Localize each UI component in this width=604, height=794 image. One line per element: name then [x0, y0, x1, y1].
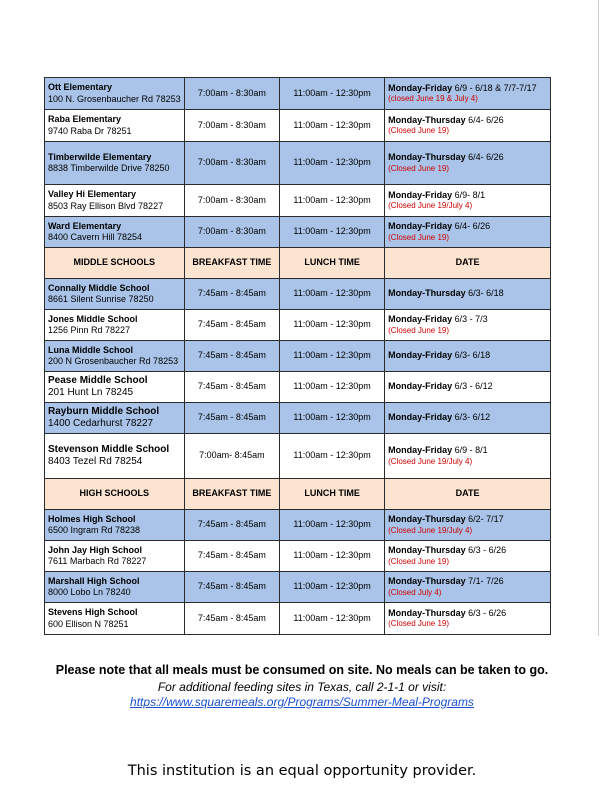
- school-cell: [45, 434, 185, 479]
- school-address: 600 Ellison N 78251: [48, 618, 129, 629]
- lunch-time-cell: 11:00am - 12:30pm: [280, 110, 385, 142]
- square-meals-link[interactable]: https://www.squaremeals.org/Programs/Summer-Meal-Programs: [130, 695, 474, 709]
- closed-dates: (Closed June 19): [388, 163, 450, 173]
- table-row: [45, 572, 551, 603]
- school-address: 8403 Tezel Rd 78254: [48, 456, 143, 467]
- lunch-time-cell: 11:00am - 12:30pm: [280, 603, 385, 635]
- high-section: [45, 510, 551, 635]
- table-row: [45, 78, 551, 110]
- breakfast-time-cell: 7:00am - 8:30am: [184, 110, 280, 142]
- breakfast-time-cell: 7:00am - 8:30am: [184, 78, 280, 110]
- equal-opportunity-statement: This institution is an equal opportunity provider.: [127, 763, 477, 779]
- table-row: [45, 217, 551, 248]
- service-days: Monday-Thursday: [388, 576, 466, 587]
- service-dates: 6/3- 6/18: [454, 350, 491, 361]
- service-dates: 6/4- 6/26: [468, 152, 504, 163]
- service-days: Monday-Friday: [388, 350, 453, 361]
- school-cell: [45, 541, 185, 572]
- lunch-time-cell: 11:00am - 12:30pm: [280, 142, 385, 185]
- date-cell: [385, 279, 551, 310]
- lunch-time-cell: 11:00am - 12:30pm: [280, 541, 385, 572]
- high-schools-header-row: [45, 479, 551, 510]
- date-cell: [385, 372, 551, 403]
- service-dates: 6/3- 6/12: [454, 412, 491, 423]
- table-row: [45, 603, 551, 635]
- school-name: Pease Middle School: [48, 374, 148, 386]
- lunch-time-cell: 11:00am - 12:30pm: [280, 510, 385, 541]
- school-name: Luna Middle School: [48, 344, 133, 355]
- service-dates: 6/3- 6/18: [468, 288, 504, 299]
- school-address: 7611 Marbach Rd 78227: [48, 556, 147, 566]
- table-row: [45, 541, 551, 572]
- breakfast-time-cell: 7:45am - 8:45am: [184, 603, 280, 635]
- date-cell: [385, 434, 551, 479]
- table-row: [45, 142, 551, 185]
- service-dates: 6/4- 6/26: [454, 221, 491, 232]
- breakfast-time-cell: 7:45am - 8:45am: [184, 341, 280, 372]
- lunch-time-cell: 11:00am - 12:30pm: [280, 434, 385, 479]
- service-days: Monday-Thursday: [388, 288, 466, 299]
- date-heading: DATE: [385, 479, 551, 510]
- school-name: Stevens High School: [48, 607, 138, 618]
- service-dates: 6/9 - 8/1: [454, 445, 488, 456]
- table-row: [45, 403, 551, 434]
- lunch-time-cell: 11:00am - 12:30pm: [280, 310, 385, 341]
- school-name: Ott Elementary: [48, 82, 113, 93]
- date-cell: [385, 185, 551, 217]
- lunch-time-cell: 11:00am - 12:30pm: [280, 403, 385, 434]
- school-cell: [45, 217, 185, 248]
- school-name: Rayburn Middle School: [48, 405, 160, 417]
- date-cell: [385, 403, 551, 434]
- date-cell: [385, 510, 551, 541]
- service-days: Monday-Friday: [388, 221, 453, 232]
- service-dates: 6/4- 6/26: [468, 114, 504, 125]
- lunch-time-cell: 11:00am - 12:30pm: [280, 279, 385, 310]
- service-days: Monday-Thursday: [388, 545, 466, 556]
- school-address: 6500 Ingram Rd 78238: [48, 525, 141, 535]
- breakfast-time-cell: 7:00am - 8:30am: [184, 142, 280, 185]
- school-address: 8838 Timberwilde Drive 78250: [48, 163, 170, 173]
- service-days: Monday-Thursday: [388, 114, 466, 125]
- service-dates: 6/3 - 6/26: [468, 607, 507, 618]
- service-days: Monday-Friday: [388, 314, 453, 325]
- school-cell: [45, 110, 185, 142]
- service-days: Monday-Friday: [388, 189, 453, 200]
- school-cell: [45, 310, 185, 341]
- school-address: 8503 Ray Ellison Blvd 78227: [48, 200, 164, 211]
- service-dates: 7/1- 7/26: [468, 576, 504, 587]
- date-cell: [385, 310, 551, 341]
- date-cell: [385, 603, 551, 635]
- school-cell: [45, 341, 185, 372]
- closed-dates: (closed June 19 & July 4): [388, 94, 478, 104]
- breakfast-time-cell: 7:45am - 8:45am: [184, 403, 280, 434]
- date-cell: [385, 341, 551, 372]
- middle-schools-header-row: [45, 248, 551, 279]
- school-cell: [45, 185, 185, 217]
- school-address: 1256 Pinn Rd 78227: [48, 325, 131, 335]
- lunch-heading-text: LUNCH TIME: [304, 257, 360, 268]
- school-address: 8661 Silent Sunrise 78250: [48, 294, 154, 304]
- table-row: [45, 372, 551, 403]
- date-cell: [385, 142, 551, 185]
- breakfast-time-cell: 7:45am - 8:45am: [184, 279, 280, 310]
- service-days: Monday-Thursday: [388, 607, 466, 618]
- school-address: 100 N. Grosenbaucher Rd 78253: [48, 93, 181, 104]
- lunch-time-heading: [280, 479, 385, 510]
- date-cell: [385, 78, 551, 110]
- service-dates: 6/3 - 6/26: [468, 545, 507, 556]
- service-dates: 6/3 - 6/12: [454, 381, 493, 392]
- consume-on-site-note: Please note that all meals must be consumed on site. No meals can be taken to go.: [55, 663, 549, 677]
- service-dates: 6/9 - 6/18 & 7/7-7/17: [454, 82, 537, 93]
- breakfast-time-cell: 7:45am - 8:45am: [184, 572, 280, 603]
- school-cell: [45, 279, 185, 310]
- service-dates: 6/2- 7/17: [468, 514, 504, 525]
- breakfast-heading-text: BREAKFAST TIME: [192, 488, 272, 499]
- lunch-time-cell: 11:00am - 12:30pm: [280, 185, 385, 217]
- closed-dates: (Closed June 19/July 4): [388, 201, 473, 211]
- table-row: [45, 185, 551, 217]
- service-days: Monday-Thursday: [388, 152, 466, 163]
- table-row: [45, 110, 551, 142]
- school-name: Timberwilde Elementary: [48, 151, 152, 162]
- closed-dates: (Closed June 19/July 4): [388, 525, 473, 535]
- school-address: 1400 Cedarhurst 78227: [48, 418, 154, 429]
- feeding-sites-note: For additional feeding sites in Texas, call 2-1-1 or visit:: [157, 680, 447, 694]
- school-cell: [45, 372, 185, 403]
- date-cell: [385, 110, 551, 142]
- service-dates: 6/9- 8/1: [454, 189, 486, 200]
- breakfast-time-cell: 7:45am - 8:45am: [184, 541, 280, 572]
- school-name: Raba Elementary: [48, 114, 122, 125]
- breakfast-time-cell: 7:00am - 8:30am: [184, 185, 280, 217]
- table-row: [45, 341, 551, 372]
- school-address: 8000 Lobo Ln 78240: [48, 587, 131, 597]
- page-edge: [598, 0, 599, 636]
- school-name: Stevenson Middle School: [48, 443, 170, 455]
- closed-dates: (Closed June 19): [388, 325, 450, 335]
- closed-dates: (Closed July 4): [388, 587, 442, 597]
- school-address: 200 N Grosenbaucher Rd 78253: [48, 356, 179, 366]
- service-dates: 6/3 - 7/3: [454, 314, 488, 325]
- closed-dates: (Closed June 19): [388, 232, 450, 242]
- service-days: Monday-Friday: [388, 381, 453, 392]
- date-cell: [385, 541, 551, 572]
- school-cell: [45, 142, 185, 185]
- school-cell: [45, 603, 185, 635]
- school-name: Ward Elementary: [48, 220, 122, 231]
- breakfast-time-heading: [184, 248, 280, 279]
- lunch-time-cell: 11:00am - 12:30pm: [280, 78, 385, 110]
- high-schools-heading: HIGH SCHOOLS: [45, 479, 185, 510]
- table-row: [45, 310, 551, 341]
- lunch-time-cell: 11:00am - 12:30pm: [280, 572, 385, 603]
- elementary-section: [45, 78, 551, 248]
- middle-section: [45, 279, 551, 479]
- school-name: Valley Hi Elementary: [48, 189, 137, 200]
- closed-dates: (Closed June 19): [388, 556, 450, 566]
- school-name: John Jay High School: [48, 544, 143, 555]
- closed-dates: (Closed June 19): [388, 126, 450, 136]
- breakfast-time-cell: 7:45am - 8:45am: [184, 372, 280, 403]
- school-name: Holmes High School: [48, 513, 136, 524]
- school-name: Jones Middle School: [48, 313, 138, 324]
- meal-schedule-table: [44, 77, 551, 635]
- breakfast-time-cell: 7:00am - 8:30am: [184, 217, 280, 248]
- closed-dates: (Closed June 19): [388, 619, 450, 629]
- school-name: Connally Middle School: [48, 282, 150, 293]
- service-days: Monday-Friday: [388, 445, 453, 456]
- service-days: Monday-Thursday: [388, 514, 466, 525]
- school-address: 8400 Cavern Hill 78254: [48, 232, 143, 242]
- service-days: Monday-Friday: [388, 82, 453, 93]
- closed-dates: (Closed June 19/July 4): [388, 456, 473, 466]
- school-name: Marshall High School: [48, 575, 140, 586]
- breakfast-time-cell: 7:45am - 8:45am: [184, 310, 280, 341]
- service-days: Monday-Friday: [388, 412, 453, 423]
- lunch-time-cell: 11:00am - 12:30pm: [280, 217, 385, 248]
- lunch-time-cell: 11:00am - 12:30pm: [280, 372, 385, 403]
- school-cell: [45, 572, 185, 603]
- high-header-section: [45, 479, 551, 510]
- date-cell: [385, 217, 551, 248]
- lunch-heading-text: LUNCH TIME: [304, 488, 360, 499]
- school-cell: [45, 403, 185, 434]
- middle-schools-heading: MIDDLE SCHOOLS: [45, 248, 185, 279]
- table-row: [45, 510, 551, 541]
- breakfast-heading-text: BREAKFAST TIME: [192, 257, 272, 268]
- table-row: [45, 434, 551, 479]
- breakfast-time-cell: 7:00am- 8:45am: [184, 434, 280, 479]
- middle-header-section: [45, 248, 551, 279]
- school-address: 201 Hunt Ln 78245: [48, 387, 134, 398]
- breakfast-time-heading: [184, 479, 280, 510]
- lunch-time-cell: 11:00am - 12:30pm: [280, 341, 385, 372]
- breakfast-time-cell: 7:45am - 8:45am: [184, 510, 280, 541]
- school-cell: [45, 510, 185, 541]
- school-cell: [45, 78, 185, 110]
- lunch-time-heading: [280, 248, 385, 279]
- date-cell: [385, 572, 551, 603]
- school-address: 9740 Raba Dr 78251: [48, 125, 132, 136]
- table-row: [45, 279, 551, 310]
- date-heading: DATE: [385, 248, 551, 279]
